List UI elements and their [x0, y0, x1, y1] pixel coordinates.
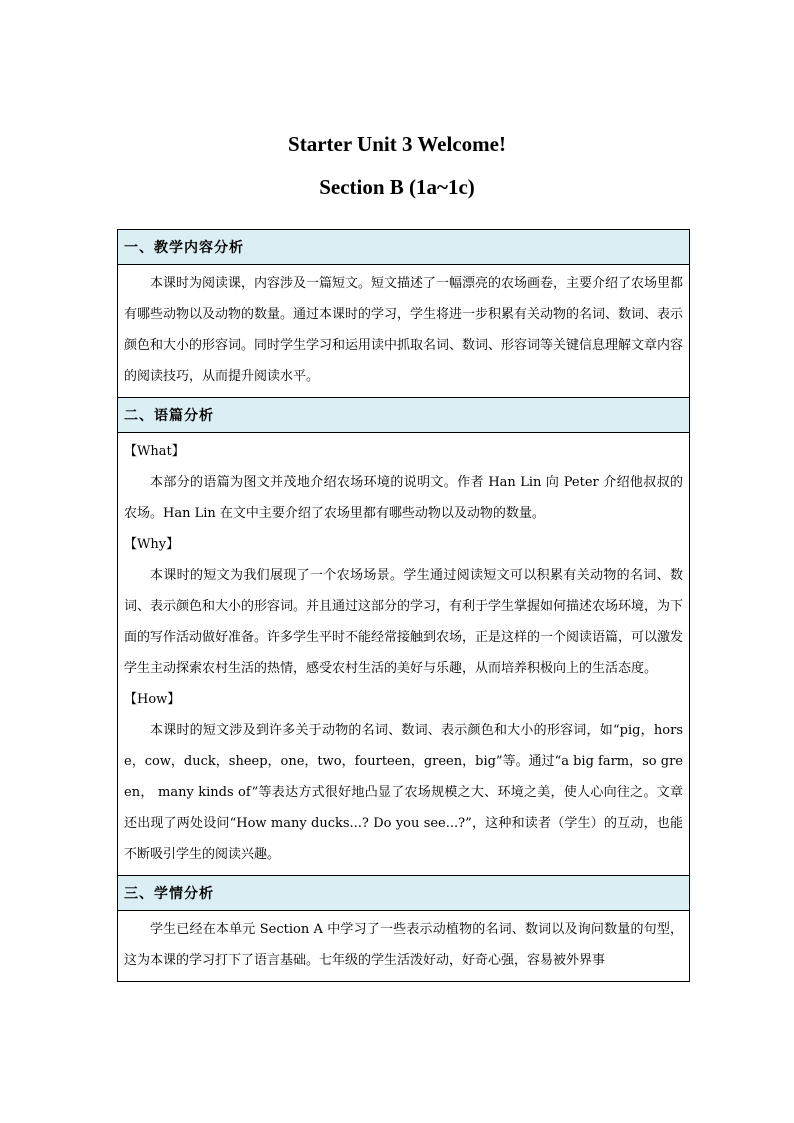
- section-body-row: [118, 911, 690, 982]
- section-heading-learner-analysis: 三、学情分析: [118, 876, 690, 911]
- section-heading-row: [118, 230, 690, 265]
- section-body-learner-analysis: [118, 911, 690, 982]
- section-body-row: [118, 433, 690, 876]
- page-title: Starter Unit 3 Welcome!: [288, 132, 506, 156]
- why-label: 【Why】: [124, 537, 180, 552]
- section-heading-text-analysis: 二、语篇分析: [118, 398, 690, 433]
- how-label: 【How】: [124, 692, 181, 707]
- what-paragraph: 本部分的语篇为图文并茂地介绍农场环境的说明文。作者 Han Lin 向 Peter 介绍他叔叔的农场。Han Lin 在文中主要介绍了农场里都有哪些动物以及动物的数量。: [124, 475, 683, 521]
- section-body-text-analysis: [118, 433, 690, 876]
- section-heading-row: [118, 398, 690, 433]
- content-analysis-paragraph: 本课时为阅读课，内容涉及一篇短文。短文描述了一幅漂亮的农场画卷，主要介绍了农场里都有哪些动物以及动物的数量。通过本课时的学习，学生将进一步积累有关动物的名词、数词、表示颜色和大小的形容词。同时学生学习和运用读中抓取名词、数词、形容词等关键信息理解文章内容的阅读技巧，从而提升阅读水平。: [124, 276, 684, 384]
- lesson-analysis-table: [117, 229, 690, 982]
- section-body-content-analysis: [118, 265, 690, 398]
- section-heading-row: [118, 876, 690, 911]
- page-subtitle: Section B (1a~1c): [319, 175, 475, 199]
- section-body-row: [118, 265, 690, 398]
- section-heading-content-analysis: 一、教学内容分析: [118, 230, 690, 265]
- how-paragraph: 本课时的短文涉及到许多关于动物的名词、数词、表示颜色和大小的形容词，如“pig，horse，cow，duck，sheep，one，two，fourteen，green，big”等。通过“a big farm，so green， many kinds of”等表达方式很好地凸显了农场规模之大、环境之美，使人心向往之。文章还出现了两处设问“How many ducks...? Do you see...?”，这种和读者（学生）的互动，也能不断吸引学生的阅读兴趣。: [124, 723, 683, 862]
- learner-analysis-paragraph: 学生已经在本单元 Section A 中学习了一些表示动植物的名词、数词以及询问数量的句型，这为本课的学习打下了语言基础。七年级的学生活泼好动，好奇心强，容易被外界事: [124, 922, 683, 968]
- what-label: 【What】: [124, 444, 185, 459]
- why-paragraph: 本课时的短文为我们展现了一个农场场景。学生通过阅读短文可以积累有关动物的名词、数词、表示颜色和大小的形容词。并且通过这部分的学习，有利于学生掌握如何描述农场环境，为下面的写作活动做好准备。许多学生平时不能经常接触到农场，正是这样的一个阅读语篇，可以激发学生主动探索农村生活的热情，感受农村生活的美好与乐趣，从而培养积极向上的生活态度。: [124, 568, 684, 676]
- truncated-content: [124, 914, 683, 976]
